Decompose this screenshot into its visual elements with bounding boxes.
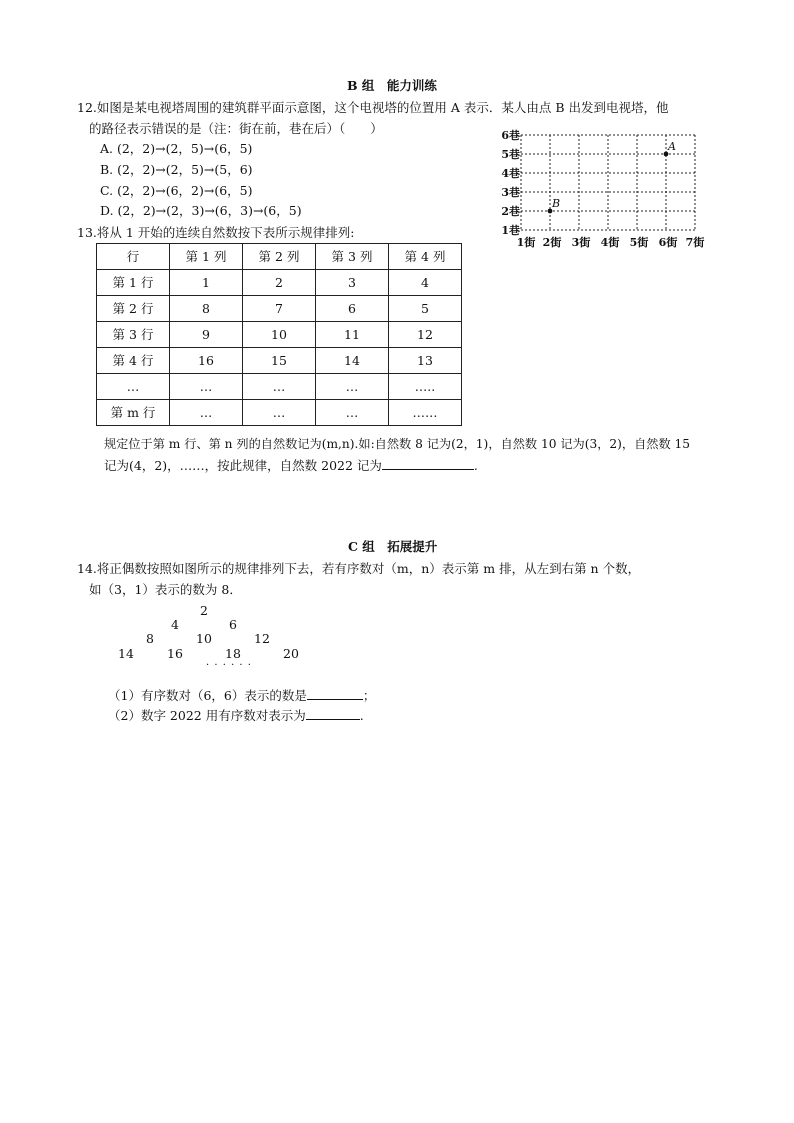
table-cell: 3 [316,270,389,296]
triangle-number: 2 [200,603,208,618]
header-cell: 第 4 列 [389,244,462,270]
q14-line2: 如（3，1）表示的数为 8． [89,582,242,597]
number-table [96,243,462,426]
header-cell: 行 [97,244,170,270]
table-row [97,400,462,426]
header-cell: 第 2 列 [243,244,316,270]
table-row [97,270,462,296]
table-cell: … [316,400,389,426]
table-cell: …… [389,400,462,426]
group-b-title: B 组 能力训练 [347,78,437,93]
triangle-number: 14 [118,646,134,661]
table-cell: … [170,400,243,426]
table-cell: 第 4 行 [97,348,170,374]
triangle-number: 4 [171,617,179,632]
table-cell: 10 [243,322,316,348]
table-cell: 11 [316,322,389,348]
table-row [97,296,462,322]
table-cell: 第 m 行 [97,400,170,426]
table-cell: 16 [170,348,243,374]
header-cell: 第 3 列 [316,244,389,270]
table-row [97,348,462,374]
table-cell: 2 [243,270,316,296]
triangle-number: 6 [229,617,237,632]
q14-sub1-text: （1）有序数对（6，6）表示的数是 [108,688,307,703]
table-cell: … [243,400,316,426]
triangle-number: 8 [146,631,154,646]
table-cell: 4 [389,270,462,296]
answer-blank-sub1[interactable] [307,687,363,700]
table-cell: 12 [389,322,462,348]
q12-option-b: B. (2，2)→(2，5)→(5，6) [100,162,253,177]
q12-option-a: A. (2，2)→(2，5)→(6，5) [100,141,253,156]
lane-label-6: 6巷 [501,129,520,142]
table-cell: 15 [243,348,316,374]
street-label-2: 2街 [542,236,562,249]
q14-sub1 [108,687,375,704]
street-label-4: 4街 [600,236,620,249]
triangle-number: 10 [196,631,212,646]
q14-sub1-end: ； [362,688,376,703]
q13-rule-line1: 规定位于第 m 行、第 n 列的自然数记为(m,n).如:自然数 8 记为(2，1)，自然数 10 记为(3，2)，自然数 15 [104,437,691,451]
q12-option-d: D. (2，2)→(2，3)→(6，3)→(6，5) [100,203,302,218]
q13-rule-line2: 记为(4，2)，……，按此规律，自然数 2022 记为 . [104,458,478,473]
street-label-7: 7街 [685,236,705,249]
table-cell: 13 [389,348,462,374]
triangle-ellipsis: · · · · · · [206,660,252,671]
table-cell: 5 [389,296,462,322]
answer-blank-2022[interactable] [382,457,474,470]
table-cell: 第 1 行 [97,270,170,296]
triangle-number: 20 [283,646,299,661]
table-cell: … [316,374,389,400]
q14-sub2-end: . [359,708,364,723]
point-b-label: B [552,197,561,210]
group-c-title: C 组 拓展提升 [348,539,438,554]
lane-label-1: 1巷 [501,224,520,237]
answer-blank-sub2[interactable] [306,707,360,720]
table-row [97,374,462,400]
lane-label-3: 3巷 [501,186,520,199]
q14-sub2 [108,707,364,724]
triangle-number: 12 [254,631,270,646]
q14-line1: 14.将正偶数按照如图所示的规律排列下去，若有序数对（m，n）表示第 m 排，从左到右第 n 个数， [77,561,641,576]
street-grid-figure [495,125,710,253]
q12-line1: 12.如图是某电视塔周围的建筑群平面示意图，这个电视塔的位置用 A 表示．某人由点 B 出发到电视塔，他 [77,100,669,115]
table-cell: 14 [316,348,389,374]
table-cell: 6 [316,296,389,322]
header-cell: 第 1 列 [170,244,243,270]
triangle-number: 16 [167,646,183,661]
lane-label-5: 5巷 [501,148,520,161]
street-label-3: 3街 [571,236,591,249]
lane-label-2: 2巷 [501,205,520,218]
q14-sub2-text: （2）数字 2022 用有序数对表示为 [108,708,306,723]
table-cell: … [243,374,316,400]
table-cell: 1 [170,270,243,296]
street-label-1: 1街 [516,236,536,249]
lane-label-4: 4巷 [501,167,520,180]
street-label-5: 5街 [629,236,649,249]
table-cell: 第 3 行 [97,322,170,348]
street-label-6: 6街 [658,236,678,249]
table-cell: 7 [243,296,316,322]
q13-rule-line2-text: 记为(4，2)，……，按此规律，自然数 2022 记为 [104,458,382,473]
table-header-row [97,244,462,270]
table-cell: 8 [170,296,243,322]
triangle-number: 18 [225,646,241,661]
table-cell: … [170,374,243,400]
table-cell: … [97,374,170,400]
q12-line2: 的路径表示错误的是（注：街在前，巷在后）（ ） [89,121,383,136]
table-row [97,322,462,348]
table-cell: 第 2 行 [97,296,170,322]
point-a-label: A [668,140,676,153]
table-cell: 9 [170,322,243,348]
q13-intro: 13.将从 1 开始的连续自然数按下表所示规律排列: [77,225,355,240]
q12-option-c: C. (2，2)→(6，2)→(6，5) [100,183,253,198]
table-cell: ….. [389,374,462,400]
